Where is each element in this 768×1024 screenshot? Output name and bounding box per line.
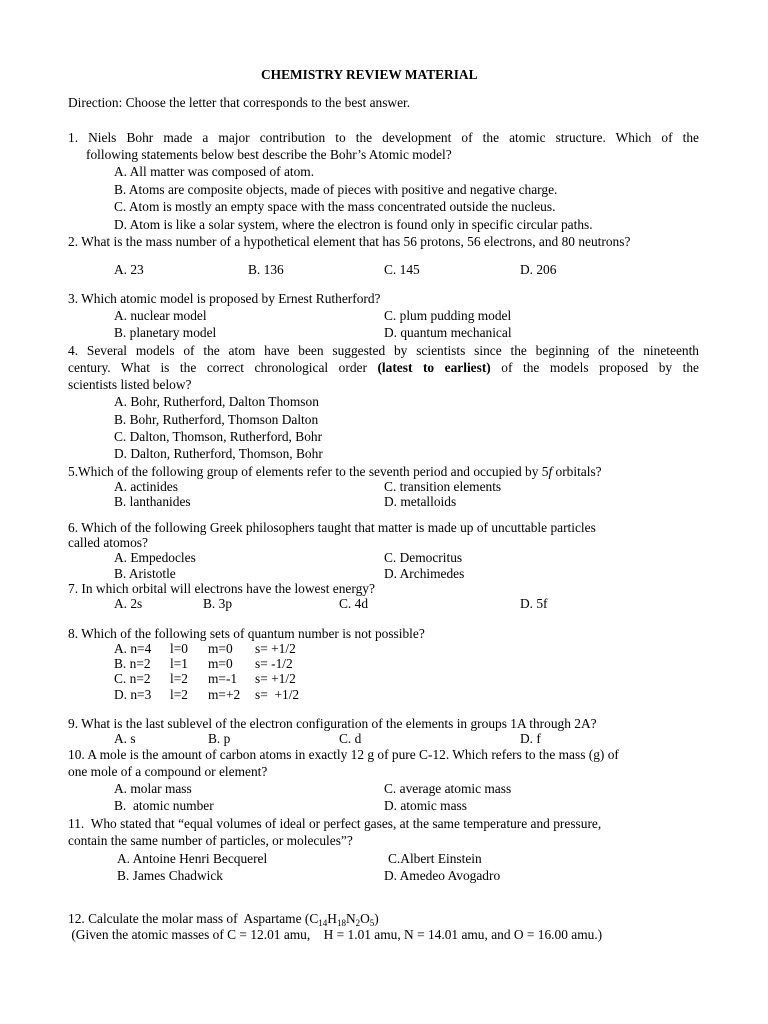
- question-9-option-c: C. d: [339, 731, 362, 746]
- quantum-m: m=-1: [208, 671, 238, 686]
- question-3-text: 3. Which atomic model is proposed by Ernest Rutherford?: [68, 291, 381, 306]
- question-7-option-b: B. 3p: [203, 596, 233, 611]
- question-8-text: 8. Which of the following sets of quantum number is not possible?: [68, 626, 425, 641]
- question-7-option-d: D. 5f: [520, 596, 548, 611]
- question-10-line-1: 10. A mole is the amount of carbon atoms in exactly 12 g of pure C-12. Which refers to the mass (g) of: [68, 747, 619, 762]
- quantum-m: m=+2: [208, 687, 241, 702]
- question-4-emphasis: (latest to earliest): [377, 360, 491, 375]
- question-3-option-a: A. nuclear model: [114, 308, 207, 323]
- quantum-s: s= -1/2: [255, 656, 293, 671]
- question-5-option-c: C. transition elements: [384, 479, 502, 494]
- question-6-line-2: called atomos?: [68, 535, 148, 550]
- question-11-option-d: D. Amedeo Avogadro: [384, 868, 501, 883]
- question-6-option-a: A. Empedocles: [114, 550, 196, 565]
- question-5-option-a: A. actinides: [114, 479, 178, 494]
- question-12-text: 12. Calculate the molar mass of Aspartame $(C_{14}H_{18}N_2O_5)$: [68, 911, 379, 928]
- question-4-line-2: century. What is the correct chronological order (latest to earliest) of the models proposed by the: [68, 360, 699, 375]
- question-12-given: (Given the atomic masses of C = 12.01 amu, H = 1.01 amu, N = 14.01 amu, and O = 16.00 amu.): [68, 927, 603, 942]
- question-3-option-d: D. quantum mechanical: [384, 325, 512, 340]
- question-7-option-c: C. 4d: [339, 596, 369, 611]
- question-10-option-b: B. atomic number: [114, 798, 214, 813]
- question-5-text: 5.Which of the following group of elements refer to the seventh period and occupied by 5f orbitals?: [68, 464, 602, 479]
- question-10-line-2: one mole of a compound or element?: [68, 764, 268, 779]
- question-4-line-1: 4. Several models of the atom have been suggested by scientists since the beginning of the nineteenth: [68, 343, 699, 358]
- quantum-m: m=0: [208, 641, 233, 656]
- question-4-option-d: D. Dalton, Rutherford, Thomson, Bohr: [114, 446, 323, 461]
- question-1-option-a: A. All matter was composed of atom.: [114, 164, 315, 179]
- question-1-line-2: following statements below best describe the Bohr’s Atomic model?: [86, 147, 452, 162]
- quantum-l: l=2: [170, 671, 188, 686]
- question-9-option-d: D. f: [520, 731, 541, 746]
- question-7-text: 7. In which orbital will electrons have the lowest energy?: [68, 581, 375, 596]
- quantum-m: m=0: [208, 656, 233, 671]
- quantum-l: l=0: [170, 641, 188, 656]
- direction-text: Direction: Choose the letter that corresponds to the best answer.: [68, 95, 411, 110]
- question-1-option-d: D. Atom is like a solar system, where the electron is found only in specific circular paths.: [114, 217, 593, 232]
- question-5-option-d: D. metalloids: [384, 494, 457, 509]
- question-2-option-c: C. 145: [384, 262, 420, 277]
- quantum-s: s= +1/2: [255, 687, 300, 702]
- question-6-option-b: B. Aristotle: [114, 566, 176, 581]
- question-6-option-c: C. Democritus: [384, 550, 463, 565]
- question-1-line-1: 1. Niels Bohr made a major contribution to the development of the atomic structure. Which of the: [68, 130, 699, 145]
- question-11-line-1: 11. Who stated that “equal volumes of ideal or perfect gases, at the same temperature and pressure,: [68, 816, 602, 831]
- quantum-n: C. n=2: [114, 671, 151, 686]
- quantum-n: A. n=4: [114, 641, 152, 656]
- quantum-l: l=1: [170, 656, 188, 671]
- question-1-option-c: C. Atom is mostly an empty space with the mass concentrated outside the nucleus.: [114, 199, 556, 214]
- question-2-option-a: A. 23: [114, 262, 144, 277]
- question-6-option-d: D. Archimedes: [384, 566, 465, 581]
- question-10-option-d: D. atomic mass: [384, 798, 467, 813]
- question-10-option-a: A. molar mass: [114, 781, 192, 796]
- question-2-option-b: B. 136: [248, 262, 284, 277]
- question-5-option-b: B. lanthanides: [114, 494, 191, 509]
- quantum-n: B. n=2: [114, 656, 151, 671]
- question-4-option-b: B. Bohr, Rutherford, Thomson Dalton: [114, 412, 319, 427]
- quantum-s: s= +1/2: [255, 671, 296, 686]
- question-1-option-b: B. Atoms are composite objects, made of pieces with positive and negative charge.: [114, 182, 558, 197]
- question-9-option-b: B. p: [208, 731, 231, 746]
- question-9-option-a: A. s: [114, 731, 136, 746]
- question-4-option-a: A. Bohr, Rutherford, Dalton Thomson: [114, 394, 319, 409]
- quantum-l: l=2: [170, 687, 188, 702]
- question-2-text: 2. What is the mass number of a hypothetical element that has 56 protons, 56 electrons, and 80 neutrons?: [68, 234, 631, 249]
- question-11-option-c: C.Albert Einstein: [388, 851, 482, 866]
- page-title: CHEMISTRY REVIEW MATERIAL: [261, 67, 478, 82]
- question-10-option-c: C. average atomic mass: [384, 781, 512, 796]
- question-3-option-b: B. planetary model: [114, 325, 217, 340]
- quantum-n: D. n=3: [114, 687, 152, 702]
- question-11-option-b: B. James Chadwick: [117, 868, 223, 883]
- question-11-option-a: A. Antoine Henri Becquerel: [117, 851, 268, 866]
- question-6-line-1: 6. Which of the following Greek philosophers taught that matter is made up of uncuttable particles: [68, 520, 596, 535]
- question-9-text: 9. What is the last sublevel of the electron configuration of the elements in groups 1A through 2A?: [68, 716, 597, 731]
- question-4-line-3: scientists listed below?: [68, 377, 192, 392]
- question-3-option-c: C. plum pudding model: [384, 308, 512, 323]
- question-2-option-d: D. 206: [520, 262, 557, 277]
- quantum-s: s= +1/2: [255, 641, 296, 656]
- question-4-option-c: C. Dalton, Thomson, Rutherford, Bohr: [114, 429, 323, 444]
- question-11-line-2: contain the same number of particles, or molecules”?: [68, 833, 353, 848]
- question-7-option-a: A. 2s: [114, 596, 143, 611]
